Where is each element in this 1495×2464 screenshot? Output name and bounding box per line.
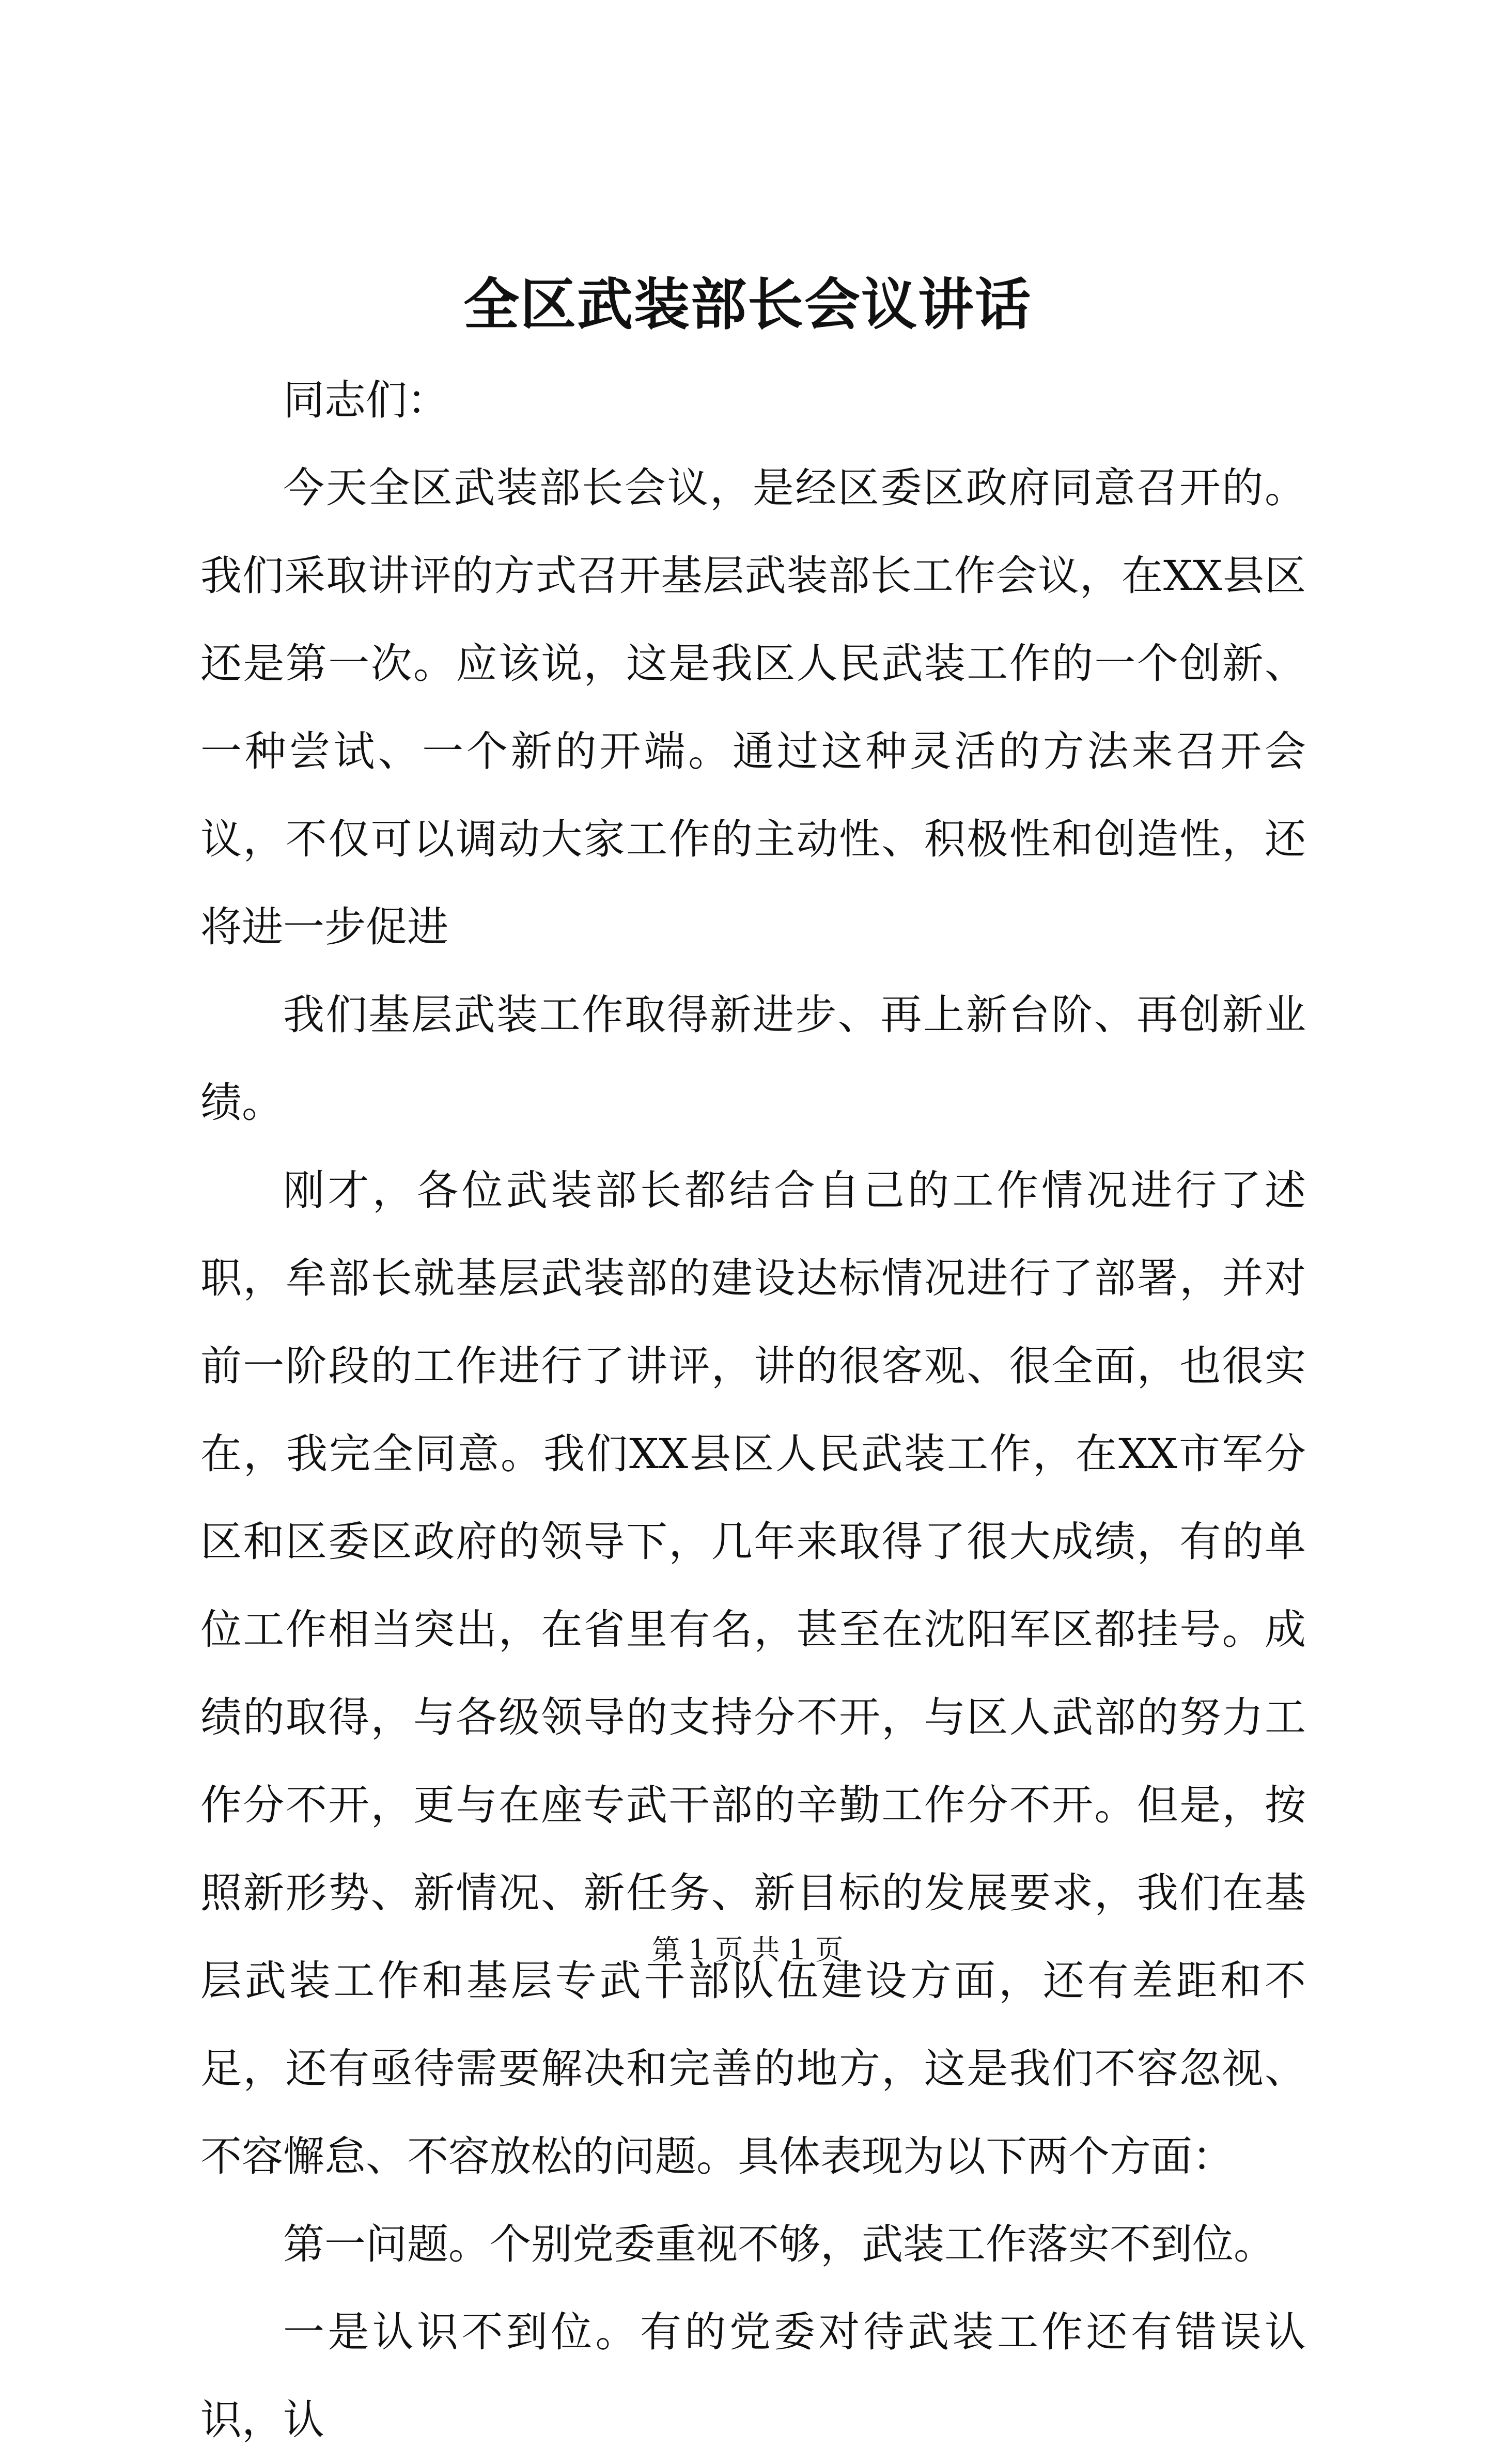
paragraph-first-point: 一是认识不到位。有的党委对待武装工作还有错误认识，认 [200,2308,1306,2444]
paragraph-progress: 我们基层武装工作取得新进步、再上新台阶、再创新业绩。 [200,991,1306,1127]
paragraph-review: 刚才，各位武装部长都结合自己的工作情况进行了述职，牟部长就基层武装部的建设达标情况进行了部署，并对前一阶段的工作进行了讲评，讲的很客观、很全面，也很实在，我完全同意。我们XX县区人民武装工作，在XX市军分区和区委区政府的领导下，几年来取得了很大成绩，有的单位工作相当突出，在省里有名，甚至在沈阳军区都挂号。成绩的取得，与各级领导的支持分不开，与区人武部的努力工作分不开，更与在座专武干部的辛勤工作分不开。但是，按照新形势、新情况、新任务、新目标的发展要求，我们在基层武装工作和基层专武干部队伍建设方面，还有差距和不足，还有亟待需要解决和完善的地方，这是我们不容忽视、不容懈怠、不容放松的问题。具体表现为以下两个方面： [200,1166,1306,2180]
document-title: 全区武装部长会议讲话 [463,272,1032,337]
paragraph-greeting: 同志们： [283,376,448,424]
paragraph-first-issue: 第一问题。个别党委重视不够，武装工作落实不到位。 [283,2220,1275,2268]
page-footer: 第 1 页 共 1 页 [651,1933,844,1966]
paragraph-opening: 今天全区武装部长会议，是经区委区政府同意召开的。我们采取讲评的方式召开基层武装部长工作会议，在XX县区还是第一次。应该说，这是我区人民武装工作的一个创新、一种尝试、一个新的开端。通过这种灵活的方法来召开会议，不仅可以调动大家工作的主动性、积极性和创造性，还将进一步促进 [200,464,1306,951]
document-body [200,356,1306,2464]
